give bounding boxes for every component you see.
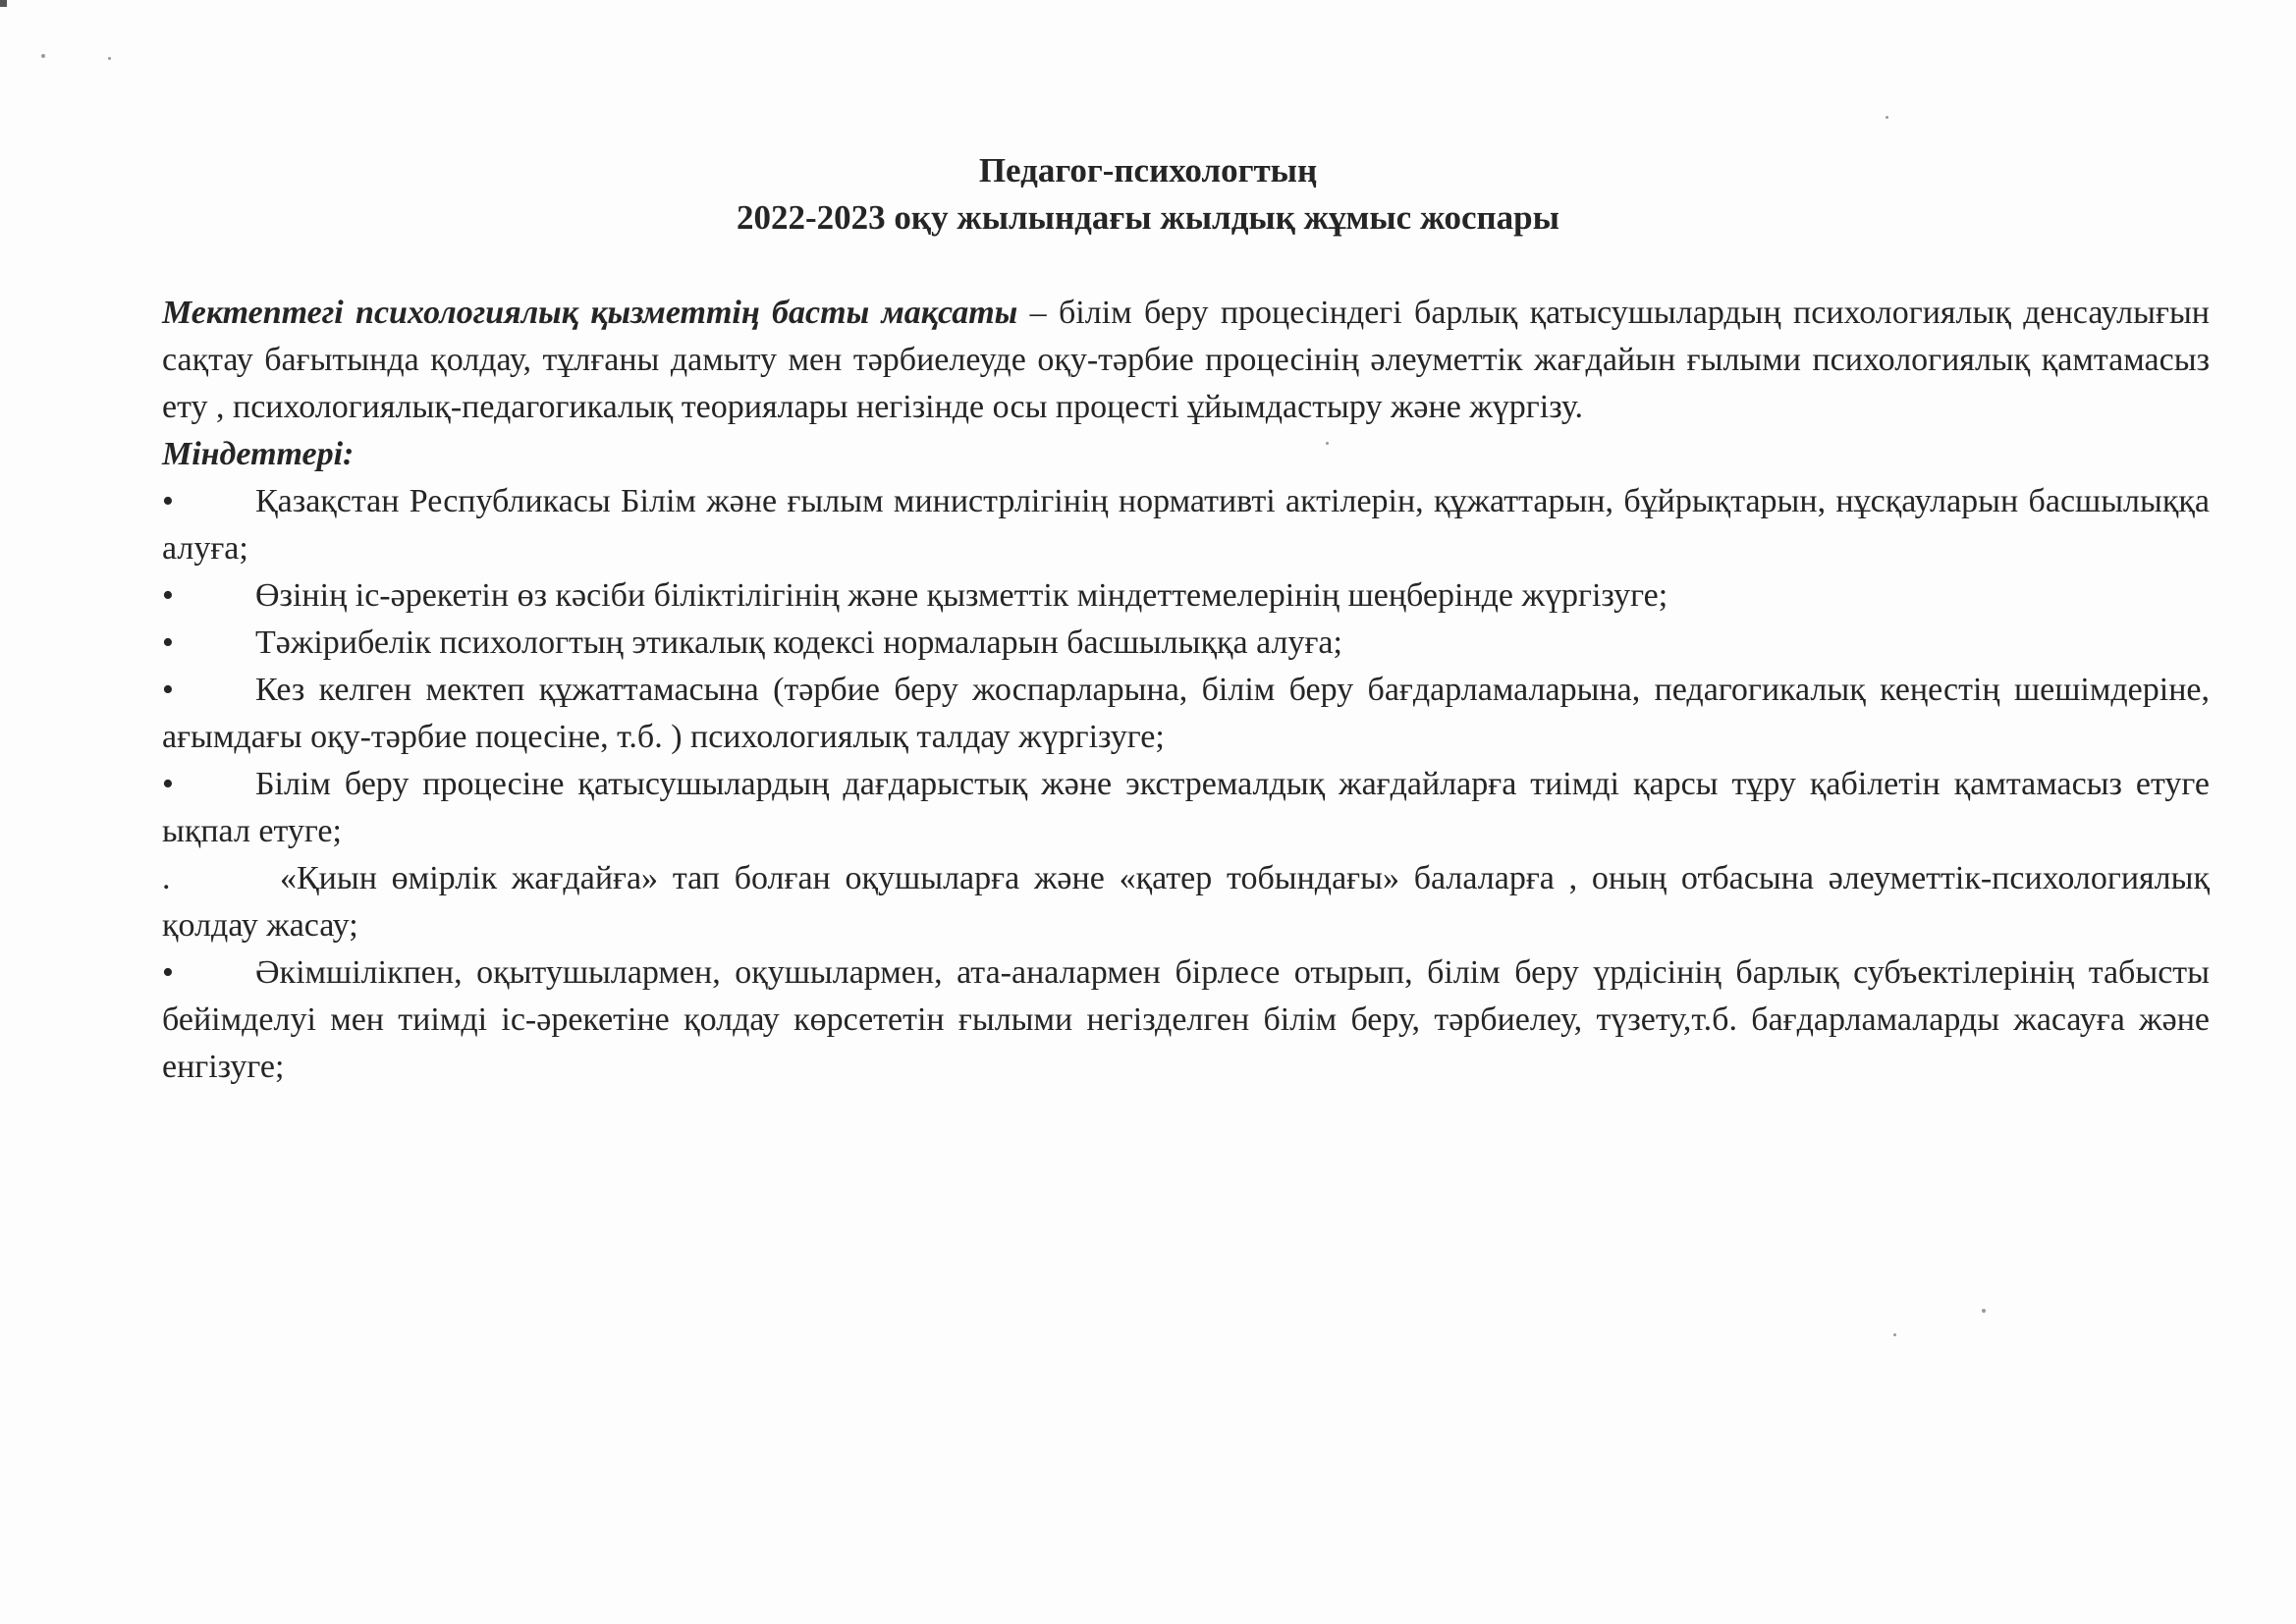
task-text: Білім беру процесіне қатысушылардың дағдарыстық және экстремалдық жағдайларға тиімді қарсы тұру қабілетін қамтамасыз етуге ықпал етуге; [162, 766, 2210, 849]
title-line-2: 2022-2023 оқу жылындағы жылдық жұмыс жоспары [737, 198, 1559, 237]
scan-speck [108, 57, 111, 60]
task-item [162, 667, 2210, 761]
document-title [0, 147, 2296, 242]
bullet-marker: • [162, 954, 174, 991]
scan-speck [41, 54, 45, 58]
task-text: Әкімшілікпен, оқытушылармен, оқушылармен, ата-аналармен бірлесе отырып, білім беру үрдісінің барлық субъектілерінің табысты бейімделуі мен тиімді іс-әрекетіне қолдау көрсететін ғылыми негізделген білім беру, тәрбиелеу, түзету,т.б. бағдарламаларды жасауға және енгізуге; [162, 954, 2210, 1085]
scan-speck [1893, 1333, 1896, 1336]
task-item [162, 855, 2210, 949]
scan-speck [1982, 1309, 1986, 1313]
title-line-1: Педагог-психологтың [978, 151, 1318, 189]
task-text: «Қиын өмірлік жағдайға» тап болған оқушыларға және «қатер тобындағы» балаларға , оның отбасына әлеуметтік-психологиялық қолдау жасау; [162, 860, 2210, 944]
tasks-heading: Міндеттері: [162, 436, 355, 472]
task-text: Кез келген мектеп құжаттамасына (тәрбие беру жоспарларына, білім беру бағдарламаларына, педагогикалық кеңестің шешімдеріне, ағымдағы оқу-тәрбие поцесіне, т.б. ) психологиялық талдау жүргізуге; [162, 672, 2210, 755]
bullet-marker: • [162, 624, 174, 661]
scan-speck [1886, 116, 1888, 119]
task-text: Тәжірибелік психологтың этикалық кодексі нормаларын басшылыққа алуға; [255, 624, 1342, 661]
task-item [162, 620, 2210, 667]
task-item [162, 761, 2210, 855]
bullet-marker: • [162, 577, 174, 614]
bullet-marker: • [162, 766, 174, 802]
bullet-marker: . [162, 860, 171, 896]
document-body [162, 290, 2210, 1091]
intro-text: – білім беру процесіндегі барлық қатысушылардың психологиялық денсаулығын сақтау бағытында қолдау, тұлғаны дамыту мен тәрбиелеуде оқу-тәрбие процесінің әлеуметтік жағдайын ғылыми психологиялық қамтамасыз ету , психологиялық-педагогикалық теориялары негізінде осы процесті ұйымдастыру және жүргізу. [162, 295, 2210, 425]
intro-paragraph [162, 290, 2210, 431]
task-item [162, 949, 2210, 1091]
scan-edge-mark [0, 0, 7, 7]
task-text: Өзінің іс-әрекетін өз кәсіби біліктілігінің және қызметтік міндеттемелерінің шеңберінде жүргізуге; [255, 577, 1668, 614]
intro-lead: Мектептегі психологиялық қызметтің басты мақсаты [162, 295, 1018, 331]
bullet-marker: • [162, 672, 174, 708]
task-item [162, 572, 2210, 620]
task-item [162, 478, 2210, 572]
bullet-marker: • [162, 483, 174, 519]
task-text: Қазақстан Республикасы Білім және ғылым министрлігінің нормативті актілерін, құжаттарын, бұйрықтарын, нұсқауларын басшылыққа алуға; [162, 483, 2210, 567]
